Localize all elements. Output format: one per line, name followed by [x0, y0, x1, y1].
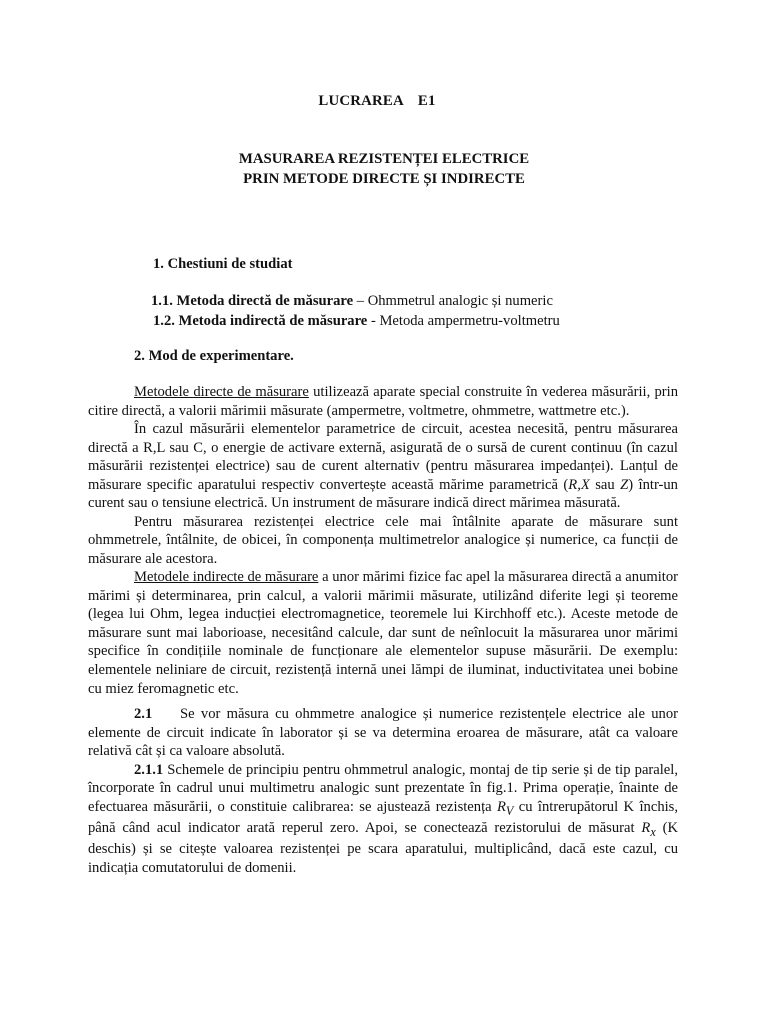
- title-code: E1: [417, 93, 436, 109]
- symbol-main: R: [497, 798, 506, 815]
- symbol-rx-measured: [641, 820, 656, 839]
- paragraph-text: ) într-un curent sau o tensiune electrică. Un instrument de măsurare indică direct mărimea măsurată.: [88, 476, 678, 512]
- paragraph-step-2-1: [88, 705, 678, 761]
- title-word: LUCRAREA: [318, 93, 404, 109]
- paragraph-parametric-elements: [88, 420, 678, 513]
- paragraph-text: utilizează aparate special construite în vederea măsurării, prin citire directă, a valorii mărimii măsurate (ampermetre, voltmetre, ohmmetre, wattmetre etc.).: [88, 384, 678, 419]
- paragraph-text: cu întrerupătorul K închis, până când acul indicator arată reperul zero. Apoi, se conectează rezistorului de măsurat: [88, 798, 678, 837]
- section-1-item-2: [153, 312, 560, 331]
- section-1-item-1: [151, 292, 553, 311]
- item-2-desc: - Metoda ampermetru-voltmetru: [367, 313, 560, 329]
- paragraph-direct-methods: [88, 383, 678, 420]
- paragraph-text: sau: [589, 476, 621, 493]
- step-2-1: [88, 705, 678, 877]
- section-1-heading: 1. Chestiuni de studiat: [153, 256, 293, 272]
- paragraph-ohmmeters: Pentru măsurarea rezistenței electrice cele mai întâlnite aparate de măsurare sunt ohmmetrele, întâlnite, de obicei, în componența multimetrelor analogice și numerice, ca funcții de măsurare ale acestora.: [88, 513, 678, 567]
- body-text: [88, 383, 678, 698]
- paragraph-text: Se vor măsura cu ohmmetre analogice și numerice rezistențele electrice ale unor elemente de circuit indicate în laborator și se va determina eroarea de măsurare, atât ca valoare relativă cât și ca valoare absolută.: [88, 706, 678, 760]
- item-1-title: 1.1. Metoda directă de măsurare: [151, 293, 354, 309]
- paragraph-text: În cazul măsurării elementelor parametrice de circuit, acestea necesită, pentru măsurarea directă a R,L sau C, o energie de activare externă, asigurată de o sursă de curent continuu (în cazul măsurării rezistenței electrice) sau de curent alternativ (pentru măsurarea impedanței). Lanțul de măsurare specific aparatului respectiv convertește această mărime parametrică (: [88, 421, 678, 493]
- symbol-subscript: V: [505, 803, 514, 818]
- document-subtitle: [0, 149, 768, 189]
- symbol-rx: R,X: [568, 476, 590, 493]
- paragraph-text: (K deschis) și se citește valoarea rezistenței pe scara aparatului, multiplicând, dacă este cazul, cu indicația comutatorului de domenii.: [88, 820, 678, 876]
- step-number: 2.1.1: [134, 761, 164, 778]
- section-2-heading: 2. Mod de experimentare.: [134, 348, 294, 364]
- paragraph-indirect-methods: [88, 568, 678, 698]
- item-2-title: 1.2. Metoda indirectă de măsurare: [153, 313, 368, 329]
- subtitle-line-2: PRIN METODE DIRECTE ȘI INDIRECTE: [243, 171, 525, 187]
- symbol-rv: [497, 798, 514, 818]
- subtitle-line-1: MASURAREA REZISTENȚEI ELECTRICE: [238, 151, 530, 167]
- symbol-main: R: [641, 820, 651, 837]
- symbol-z: Z: [620, 476, 629, 493]
- term-direct-methods: Metodele directe de măsurare: [134, 384, 309, 400]
- paragraph-text: Schemele de principiu pentru ohmmetrul analogic, montaj de tip serie și de tip paralel, încorporate în cadrul unui multimetru analogic sunt prezentate în fig.1. Prima operație, înainte de efectuarea măsurării, o constituie calibrarea: se ajustează rezistența: [88, 761, 678, 815]
- item-1-desc: – Ohmmetrul analogic și numeric: [353, 293, 553, 309]
- paragraph-step-2-1-1: [88, 761, 678, 878]
- page-title: [0, 92, 768, 111]
- symbol-subscript: x: [650, 824, 656, 839]
- paragraph-text: a unor mărimi fizice fac apel la măsurarea directă a anumitor mărimi și determinarea, prin calcul, a valorii mărimii măsurate, utilizând diferite legi și teoreme (legea lui Ohm, legea inducției electromagnetice, teoremele lui Kirchhoff etc.). Aceste metode de măsurare sunt mai laborioase, necesitând calcule, dar sunt de neînlocuit la măsurarea unor mărimi specifice în condițiile nominale de funcționare ale elementelor supuse măsurării. De exemplu: elementele neliniare de circuit, rezistență internă unei lămpi de iluminat, inductivitatea unei bobine cu miez feromagnetic etc.: [88, 569, 678, 697]
- step-number: 2.1: [134, 706, 153, 722]
- term-indirect-methods: Metodele indirecte de măsurare: [134, 569, 319, 586]
